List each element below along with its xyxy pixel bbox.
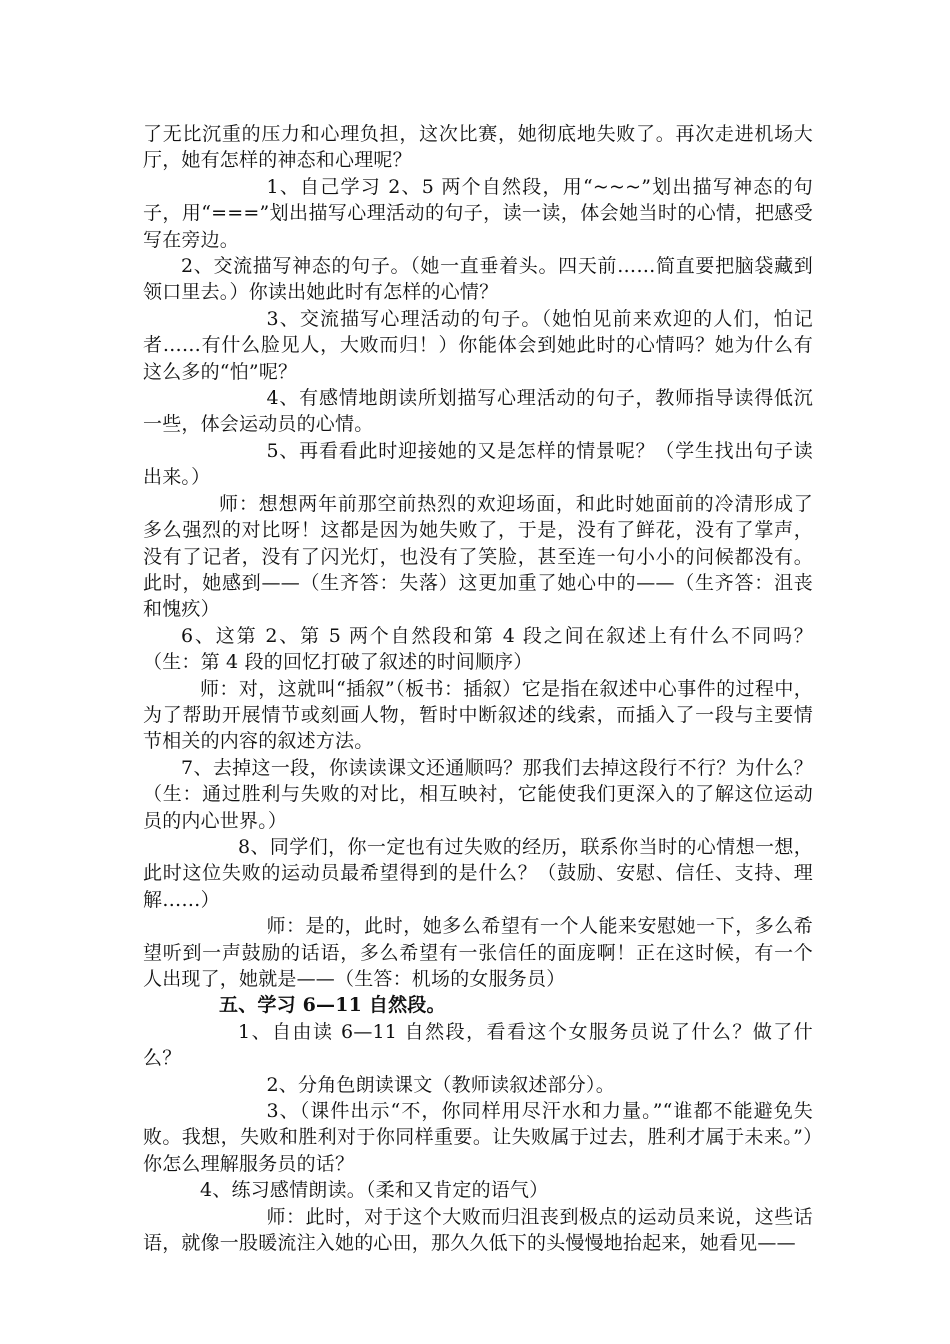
paragraph: 6、这第 2、第 5 两个自然段和第 4 段之间在叙述上有什么不同吗？（生：第 4 段的回忆打破了叙述的时间顺序）: [143, 624, 813, 674]
paragraph: 7、去掉这一段，你读读课文还通顺吗？那我们去掉这段行不行？为什么？（生：通过胜利与失败的对比，相互映衬，它能使我们更深入的了解这位运动员的内心世界。）: [143, 756, 813, 832]
paragraph: 1、自己学习 2、5 两个自然段，用“~~~”划出描写神态的句子，用“===”划出描写心理活动的句子，读一读，体会她当时的心情，把感受写在旁边。: [143, 175, 813, 251]
paragraph: 2、交流描写神态的句子。（她一直垂着头。四天前……简直要把脑袋藏到领口里去。）你读出她此时有怎样的心情？: [143, 255, 813, 304]
paragraph: 1、自由读 6—11 自然段，看看这个女服务员说了什么？做了什么？: [143, 1020, 813, 1070]
section-heading: 五、学习 6—11 自然段。: [219, 994, 446, 1017]
paragraph: 2、分角色朗读课文（教师读叙述部分）。: [266, 1073, 615, 1096]
paragraph: 3、交流描写心理活动的句子。（她怕见前来欢迎的人们，怕记者……有什么脸见人，大败而归！）你能体会到她此时的心情吗？她为什么有这么多的“怕”呢？: [143, 307, 813, 383]
paragraph: 师：是的，此时，她多么希望有一个人能来安慰她一下，多么希望听到一声鼓励的话语，多么希望有一张信任的面庞啊！正在这时候，有一个人出现了，她就是——（生答：机场的女服务员）: [143, 915, 813, 990]
paragraph: 5、再看看此时迎接她的又是怎样的情景呢？（学生找出句子读出来。）: [143, 439, 813, 489]
paragraph: 4、练习感情朗读。（柔和又肯定的语气）: [200, 1179, 549, 1202]
paragraph: 8、同学们，你一定也有过失败的经历，联系你当时的心情想一想，此时这位失败的运动员最希望得到的是什么？（鼓励、安慰、信任、支持、理解……）: [143, 835, 813, 911]
paragraph: 了无比沉重的压力和心理负担，这次比赛，她彻底地失败了。再次走进机场大厅，她有怎样的神态和心理呢？: [143, 123, 813, 172]
paragraph: 4、有感情地朗读所划描写心理活动的句子，教师指导读得低沉一些，体会运动员的心情。: [143, 387, 813, 436]
document-body: [143, 121, 813, 1256]
paragraph: 师：想想两年前那空前热烈的欢迎场面，和此时她面前的冷清形成了多么强烈的对比呀！这都是因为她失败了，于是，没有了鲜花，没有了掌声，没有了记者，没有了闪光灯，也没有了笑脸，甚至连一句小小的问候都没有。此时，她感到——（生齐答：失落）这更加重了她心中的——（生齐答：沮丧和愧疚）: [143, 492, 813, 621]
paragraph: 师：此时，对于这个大败而归沮丧到极点的运动员来说，这些话语，就像一股暖流注入她的心田，那久久低下的头慢慢地抬起来，她看见——: [143, 1205, 813, 1255]
paragraph: 3、（课件出示“不，你同样用尽汗水和力量。”“谁都不能避免失败。我想，失败和胜利对于你同样重要。让失败属于过去，胜利才属于未来。”）你怎么理解服务员的话？: [143, 1100, 813, 1175]
paragraph: 师：对，这就叫“插叙”（板书：插叙）它是指在叙述中心事件的过程中，为了帮助开展情节或刻画人物，暂时中断叙述的线索，而插入了一段与主要情节相关的内容的叙述方法。: [143, 677, 813, 753]
